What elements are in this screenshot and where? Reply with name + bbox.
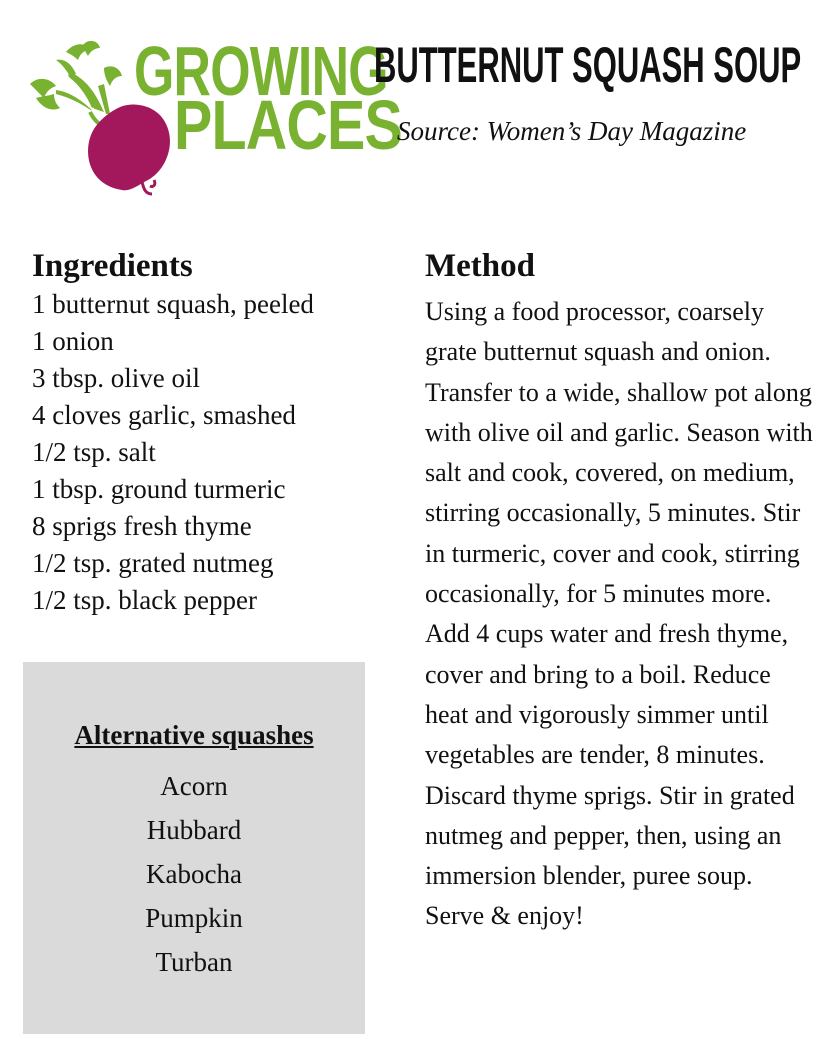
alternative-squash-item: Turban — [155, 947, 233, 977]
recipe-source: Source: Women’s Day Magazine — [397, 116, 747, 146]
logo-line-places: PLACES — [174, 86, 402, 164]
ingredient-item: 1/2 tsp. grated nutmeg — [32, 548, 274, 578]
alternative-squash-item: Hubbard — [146, 815, 242, 845]
ingredient-item: 4 cloves garlic, smashed — [32, 400, 296, 430]
method-text: Using a food processor, coarsely grate butternut squash and onion. Transfer to a wide, shallow pot along with olive oil and garlic. Season with salt and cook, covered, on medium, stirring occasionally, 5 minutes. Stir in turmeric, cover and cook, stirring occasionally, for 5 minutes more. Add 4 cups water and fresh thyme, cover and bring to a boil. Reduce heat and vigorously simmer until vegetables are tender, 8 minutes. Discard thyme sprigs. Stir in grated nutmeg and pepper, then, using an immersion blender, puree soup. Serve & enjoy! — [425, 297, 813, 931]
growing-places-logo — [26, 32, 402, 196]
logo-line-growing: GROWING — [134, 32, 388, 110]
ingredient-list — [32, 286, 392, 619]
alternative-squash-item: Kabocha — [146, 859, 242, 889]
alternative-squash-item: Acorn — [160, 771, 228, 801]
alternative-squash-item: Pumpkin — [145, 903, 243, 933]
ingredient-item: 3 tbsp. olive oil — [32, 363, 200, 393]
recipe-title: BUTTERNUT SQUASH SOUP — [374, 37, 802, 93]
alternative-squashes-heading: Alternative squashes — [74, 720, 314, 750]
ingredient-item: 1 butternut squash, peeled — [32, 289, 314, 319]
alternative-squashes-box — [23, 662, 365, 1034]
alternative-squashes-list — [23, 764, 365, 984]
ingredients-section — [32, 246, 392, 619]
ingredients-heading: Ingredients — [32, 248, 193, 284]
ingredient-item: 1 onion — [32, 326, 114, 356]
method-heading: Method — [425, 248, 535, 284]
ingredient-item: 8 sprigs fresh thyme — [32, 511, 252, 541]
ingredient-item: 1/2 tsp. black pepper — [32, 585, 257, 615]
ingredient-item: 1/2 tsp. salt — [32, 437, 156, 467]
method-section — [425, 246, 817, 937]
ingredient-item: 1 tbsp. ground turmeric — [32, 474, 286, 504]
